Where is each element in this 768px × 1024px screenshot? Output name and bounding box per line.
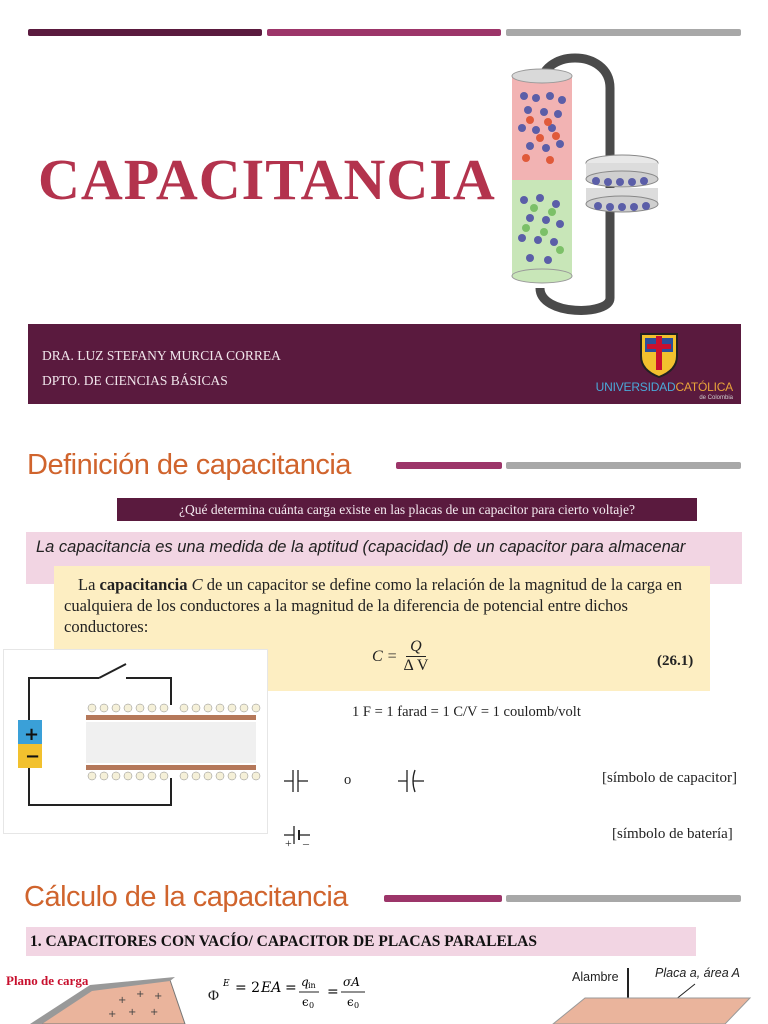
author-name: DRA. LUZ STEFANY MURCIA CORREA [42,348,281,363]
equation-numerator: Q [406,638,426,657]
svg-text:+: + [150,1007,159,1018]
question-banner: ¿Qué determina cuánta carga existe en las placas de un capacitor para cierto voltaje? [117,498,697,521]
svg-text:E: E [222,979,230,989]
flux-equation-body-icon [223,976,373,1016]
header-bar-gray [506,29,741,36]
circuit-diagram [3,649,268,834]
wire-label: Alambre [572,970,619,984]
section1-bar-gray [506,462,741,469]
flux-symbol: Φ [208,987,219,1004]
svg-text:EA: EA [260,980,282,996]
svg-text:+: + [154,991,163,1002]
capacitor-illustration [500,48,670,318]
svg-text:ϵ: ϵ [301,995,309,1009]
svg-text:= 2: = 2 [234,980,261,996]
author-department: DPTO. DE CIENCIAS BÁSICAS [42,373,228,388]
capacitance-equation [372,638,428,675]
farad-unit-line: 1 F = 1 farad = 1 C/V = 1 coulomb/volt [352,704,581,720]
svg-text:+: + [108,1009,117,1020]
plate-illustration [545,966,765,1024]
flux-equation [208,976,373,1016]
equation-lhs: C = [372,647,398,665]
capacitor-symbol-label: [símbolo de capacitor] [602,770,737,786]
section-heading-calculation: Cálculo de la capacitancia [24,881,348,913]
svg-text:+: + [118,995,127,1006]
subheading-parallel-plates: 1. CAPACITORES CON VACÍO/ CAPACITOR DE PLACAS PARALELAS [26,927,696,956]
charge-plane-label: Plano de carga [6,973,89,988]
svg-text:+: + [128,1007,137,1018]
svg-text:=: = [284,980,297,996]
section2-bar-gray [506,895,741,902]
svg-text:+: + [136,989,145,1000]
svg-text:0: 0 [353,1001,360,1010]
symbol-or: o [344,772,352,788]
section1-bar-dark [396,462,502,469]
battery-minus-sign: – [303,836,309,850]
svg-text:0: 0 [308,1001,315,1010]
capacitor-symbol-curved-icon [398,768,424,794]
definition-text: La capacitancia C de un capacitor se define como la relación de la magnitud de la carga en cualquiera de los conductores a la magnitud de la diferencia de potencial entre dichos conductores: [64,575,683,636]
charge-plane-illustration [0,975,190,1024]
svg-text:ϵ: ϵ [346,995,354,1009]
university-name: UNIVERSIDADCATÓLICA [595,380,733,394]
battery-plus-sign: + [285,836,292,850]
battery-symbol-label: [símbolo de batería] [612,826,733,842]
capacitance-highlight-text: La capacitancia es una medida de la aptitud (capacidad) de un capacitor para almacenar [36,538,686,556]
capacitor-symbol-icon [284,768,308,794]
svg-text:=: = [326,984,339,1000]
header-bar-dark [28,29,262,36]
university-subtitle: de Colombia [699,395,733,401]
svg-text:−: − [25,746,41,767]
university-shield-icon [637,330,681,378]
plate-label: Placa a, área A [655,966,741,980]
svg-text:q: q [300,976,309,989]
equation-fraction [403,638,428,675]
author-band [28,324,741,404]
page-title: CAPACITANCIA [38,147,496,212]
svg-text:σA: σA [342,976,360,989]
svg-text:+: + [24,724,40,745]
section-heading-definition: Definición de capacitancia [27,449,351,481]
equation-number: (26.1) [657,653,694,669]
header-bar-mid [267,29,501,36]
svg-text:in: in [307,981,316,990]
equation-denominator: Δ V [403,657,429,674]
section2-bar-dark [384,895,502,902]
